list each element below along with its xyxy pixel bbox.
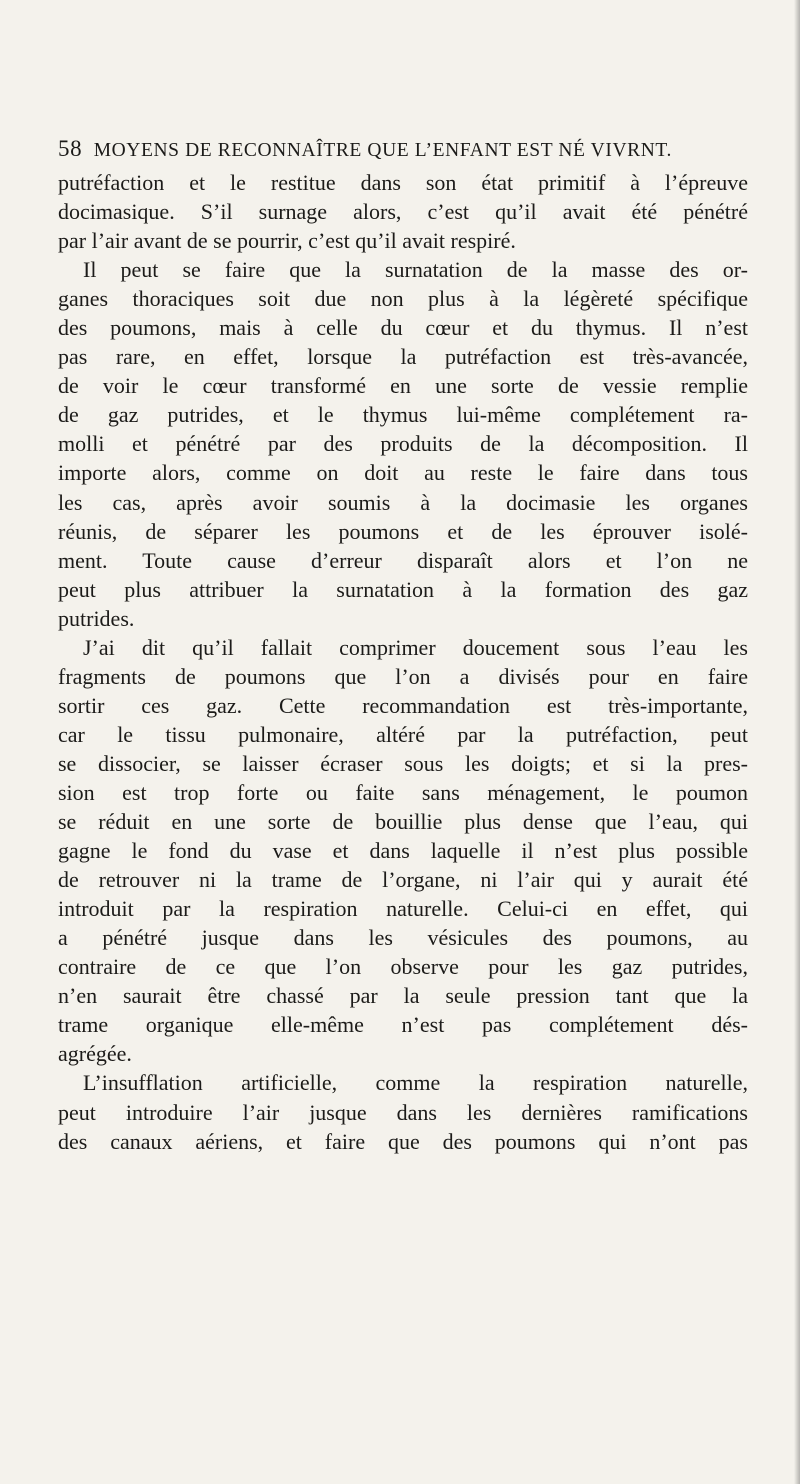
text-line: agrégée. <box>58 1041 132 1067</box>
text-line: ment. Toute cause d’erreur disparaît alors et l’on ne <box>58 547 748 573</box>
text-line: contraire de ce que l’on observe pour les gaz putrides, <box>58 954 748 980</box>
text-line: peut introduire l’air jusque dans les dernières ramifications <box>58 1099 748 1125</box>
text-line: n’en saurait être chassé par la seule pression tant que la <box>58 983 748 1009</box>
text-line: introduit par la respiration naturelle. Celui-ci en effet, qui <box>58 896 748 922</box>
text-line: docimasique. S’il surnage alors, c’est qu’il avait été pénétré <box>58 199 748 225</box>
text-line: réunis, de séparer les poumons et de les éprouver isolé- <box>58 518 748 544</box>
text-line: pas rare, en effet, lorsque la putréfaction est très-avancée, <box>58 344 748 370</box>
page-edge-shadow <box>794 0 800 1484</box>
text-line: J’ai dit qu’il fallait comprimer doucement sous l’eau les <box>83 634 748 660</box>
text-line: a pénétré jusque dans les vésicules des poumons, au <box>58 925 748 951</box>
text-line: fragments de poumons que l’on a divisés pour en faire <box>58 663 748 689</box>
text-line: sortir ces gaz. Cette recommandation est très-importante, <box>58 692 748 718</box>
text-line: sion est trop forte ou faite sans ménagement, le poumon <box>58 779 748 805</box>
text-line: L’insufflation artificielle, comme la respiration naturelle, <box>83 1070 748 1096</box>
text-line: se dissocier, se laisser écraser sous les doigts; et si la pres- <box>58 750 748 776</box>
text-line: putrides. <box>58 605 135 631</box>
text-line: Il peut se faire que la surnatation de la masse des or- <box>83 257 748 283</box>
text-line: les cas, après avoir soumis à la docimasie les organes <box>58 489 748 515</box>
text-line: de voir le cœur transformé en une sorte de vessie remplie <box>58 373 748 399</box>
text-line: des canaux aériens, et faire que des poumons qui n’ont pas <box>58 1128 748 1154</box>
text-line: gagne le fond du vase et dans laquelle il n’est plus possible <box>58 838 748 864</box>
running-header <box>58 136 748 162</box>
running-title: MOYENS DE RECONNAÎTRE QUE L’ENFANT EST NÉ VIVRNT. <box>93 140 672 161</box>
text-line: par l’air avant de se pourrir, c’est qu’il avait respiré. <box>58 228 516 254</box>
body-text <box>58 168 748 1156</box>
text-line: se réduit en une sorte de bouillie plus dense que l’eau, qui <box>58 809 748 835</box>
text-line: des poumons, mais à celle du cœur et du thymus. Il n’est <box>58 315 748 341</box>
text-line: putréfaction et le restitue dans son état primitif à l’épreuve <box>58 170 748 195</box>
text-line: de retrouver ni la trame de l’organe, ni l’air qui y aurait été <box>58 867 748 893</box>
text-line: molli et pénétré par des produits de la décomposition. Il <box>58 431 748 457</box>
text-line: importe alors, comme on doit au reste le faire dans tous <box>58 460 748 486</box>
text-line: de gaz putrides, et le thymus lui-même complétement ra- <box>58 402 748 428</box>
text-line: peut plus attribuer la surnatation à la formation des gaz <box>58 576 748 602</box>
page-number: 58 <box>58 136 83 161</box>
text-line: trame organique elle-même n’est pas complétement dés- <box>58 1012 748 1038</box>
text-line: car le tissu pulmonaire, altéré par la putréfaction, peut <box>58 721 748 747</box>
text-line: ganes thoraciques soit due non plus à la légèreté spécifique <box>58 286 748 312</box>
